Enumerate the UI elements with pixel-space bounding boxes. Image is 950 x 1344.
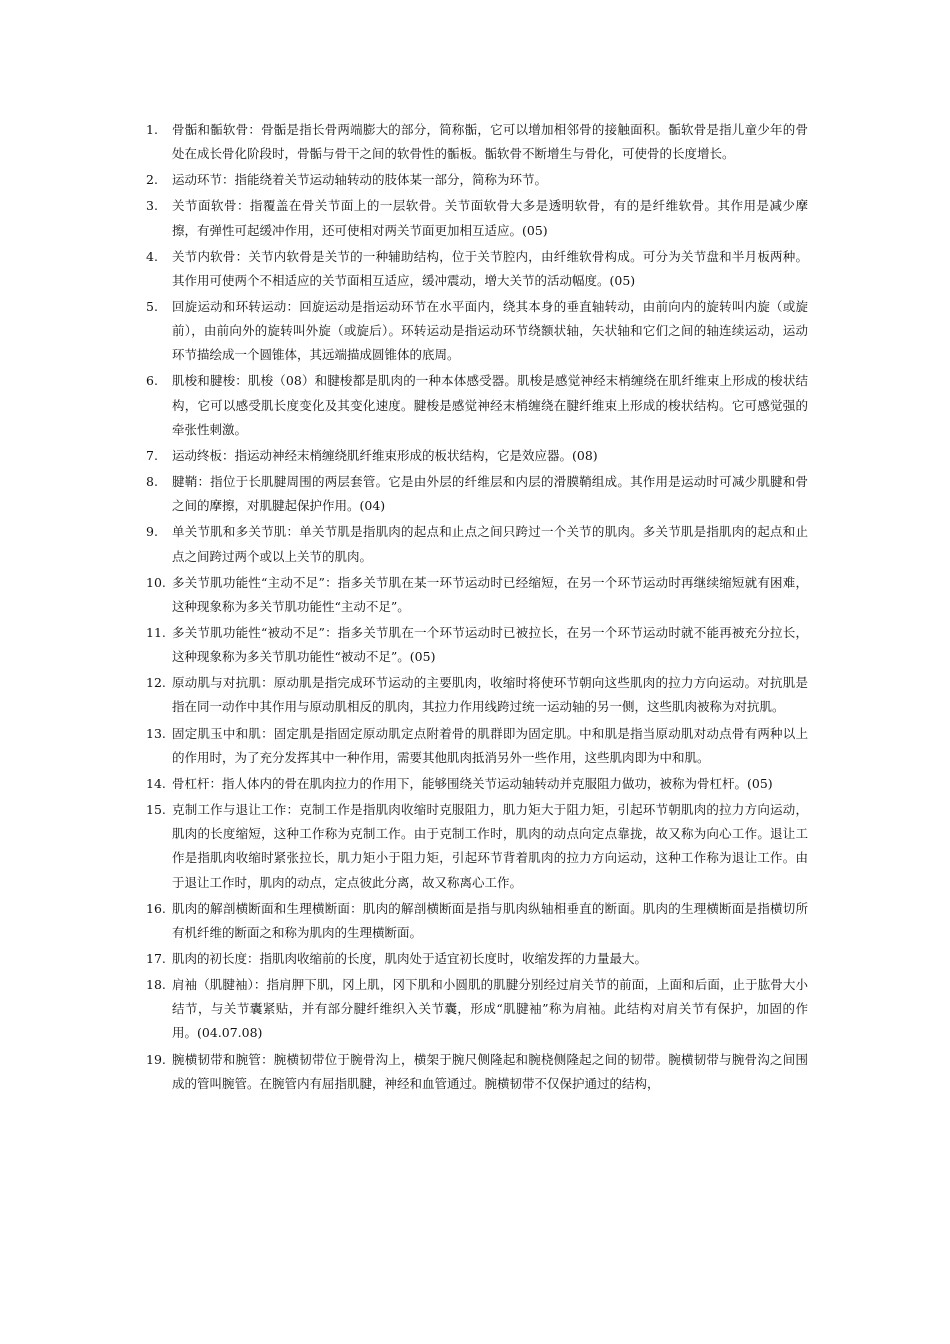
- list-item: [146, 973, 808, 1046]
- item-text: 固定肌玉中和肌：固定肌是指固定原动肌定点附着骨的肌群即为固定肌。中和肌是指当原动肌对动点骨有两种以上的作用时，为了充分发挥其中一种作用，需要其他肌肉抵消另外一些作用，这些肌肉即为中和肌。: [172, 725, 808, 765]
- item-number: 7.: [146, 447, 158, 463]
- list-item: [146, 571, 808, 619]
- list-item: [146, 798, 808, 895]
- item-text: 原动肌与对抗肌：原动肌是指完成环节运动的主要肌肉，收缩时将使环节朝向这些肌肉的拉力方向运动。对抗肌是指在同一动作中其作用与原动肌相反的肌肉，其拉力作用线跨过统一运动轴的另一侧，这些肌肉被称为对抗肌。: [172, 675, 808, 715]
- item-number: 18.: [146, 977, 166, 993]
- list-item: [146, 118, 808, 166]
- item-number: 14.: [146, 775, 166, 791]
- item-text: 多关节肌功能性“被动不足”：指多关节肌在一个环节运动时已被拉长，在另一个环节运动时就不能再被充分拉长，这种现象称为多关节肌功能性“被动不足”。(05): [172, 624, 808, 665]
- item-number: 5.: [146, 298, 158, 314]
- item-text: 骨杠杆：指人体内的骨在肌肉拉力的作用下，能够围绕关节运动轴转动并克服阻力做功，被称为骨杠杆。(05): [172, 775, 773, 791]
- list-item: [146, 947, 808, 971]
- item-text: 肩袖（肌腱袖）：指肩胛下肌，冈上肌，冈下肌和小圆肌的肌腱分别经过肩关节的前面，上面和后面，止于肱骨大小结节，与关节囊紧贴，并有部分腱纤维织入关节囊，形成“肌腱袖”称为肩袖。此结构对肩关节有保护，加固的作用。(04.07.08): [172, 977, 808, 1041]
- item-number: 12.: [146, 675, 166, 691]
- item-text: 肌肉的初长度：指肌肉收缩前的长度，肌肉处于适宜初长度时，收缩发挥的力量最大。: [172, 950, 648, 966]
- item-text: 克制工作与退让工作：克制工作是指肌肉收缩时克服阻力，肌力矩大于阻力矩，引起环节朝肌肉的拉力方向运动，肌肉的长度缩短，这种工作称为克制工作。由于克制工作时，肌肉的动点向定点靠拢，故又称为向心工作。退让工作是指肌肉收缩时紧张拉长，肌力矩小于阻力矩，引起环节背着肌肉的拉力方向运动，这种工作称为退让工作。由于退让工作时，肌肉的动点，定点彼此分离，故又称离心工作。: [172, 801, 808, 890]
- list-item: [146, 621, 808, 669]
- item-number: 15.: [146, 801, 166, 817]
- item-number: 19.: [146, 1051, 166, 1067]
- item-text: 运动终板：指运动神经末梢缠绕肌纤维束形成的板状结构，它是效应器。(08): [172, 447, 598, 463]
- item-number: 13.: [146, 725, 166, 741]
- item-text: 关节内软骨：关节内软骨是关节的一种辅助结构，位于关节腔内，由纤维软骨构成。可分为关节盘和半月板两种。其作用可使两个不相适应的关节面相互适应，缓冲震动，增大关节的活动幅度。(05): [172, 248, 808, 288]
- item-number: 2.: [146, 172, 158, 188]
- item-number: 10.: [146, 574, 166, 590]
- term-definition-list: [146, 118, 808, 1098]
- list-item: [146, 772, 808, 796]
- item-number: 1.: [146, 122, 158, 137]
- item-number: 8.: [146, 474, 158, 490]
- item-text: 腕横韧带和腕管：腕横韧带位于腕骨沟上，横架于腕尺侧隆起和腕桡侧隆起之间的韧带。腕横韧带与腕骨沟之间围成的管叫腕管。在腕管内有屈指肌腱，神经和血管通过。腕横韧带不仅保护通过的结构，: [172, 1051, 808, 1091]
- item-number: 6.: [146, 373, 158, 389]
- item-number: 17.: [146, 950, 166, 966]
- list-item: [146, 520, 808, 568]
- list-item: [146, 194, 808, 242]
- item-number: 3.: [146, 198, 158, 214]
- list-item: [146, 722, 808, 770]
- item-text: 骨骺和骺软骨：骨骺是指长骨两端膨大的部分，简称骺，它可以增加相邻骨的接触面积。骺软骨是指儿童少年的骨处在成长骨化阶段时，骨骺与骨干之间的软骨性的骺板。骺软骨不断增生与骨化，可使骨的长度增长。: [172, 122, 808, 162]
- list-item: [146, 444, 808, 468]
- item-text: 运动环节：指能绕着关节运动轴转动的肢体某一部分，简称为环节。: [172, 172, 548, 188]
- item-text: 肌梭和腱梭：肌梭（08）和腱梭都是肌肉的一种本体感受器。肌梭是感觉神经末梢缠绕在肌纤维束上形成的梭状结构，它可以感受肌长度变化及其变化速度。腱梭是感觉神经末梢缠绕在腱纤维束上形成的梭状结构。它可感觉强的牵张性刺激。: [172, 373, 808, 437]
- item-number: 11.: [146, 624, 166, 640]
- list-item: [146, 1048, 808, 1096]
- item-text: 关节面软骨：指覆盖在骨关节面上的一层软骨。关节面软骨大多是透明软骨，有的是纤维软骨。其作用是减少摩擦，有弹性可起缓冲作用，还可使相对两关节面更加相互适应。(05): [172, 198, 808, 238]
- item-number: 16.: [146, 900, 166, 916]
- item-number: 9.: [146, 524, 158, 540]
- item-text: 多关节肌功能性“主动不足”：指多关节肌在某一环节运动时已经缩短，在另一个环节运动时再继续缩短就有困难，这种现象称为多关节肌功能性“主动不足”。: [172, 574, 808, 614]
- list-item: [146, 369, 808, 442]
- list-item: [146, 470, 808, 518]
- item-text: 回旋运动和环转运动：回旋运动是指运动环节在水平面内，绕其本身的垂直轴转动，由前向内的旋转叫内旋（或旋前），由前向外的旋转叫外旋（或旋后）。环转运动是指运动环节绕额状轴，矢状轴和它们之间的轴连续运动，运动环节描绘成一个圆锥体，其远端描成圆锥体的底周。: [172, 298, 808, 363]
- list-item: [146, 671, 808, 719]
- item-text: 腱鞘：指位于长肌腱周围的两层套管。它是由外层的纤维层和内层的滑膜鞘组成。其作用是运动时可减少肌腱和骨之间的摩擦，对肌腱起保护作用。(04): [172, 474, 808, 514]
- list-item: [146, 245, 808, 293]
- list-item: [146, 295, 808, 368]
- item-text: 单关节肌和多关节肌：单关节肌是指肌肉的起点和止点之间只跨过一个关节的肌肉。多关节肌是指肌肉的起点和止点之间跨过两个或以上关节的肌肉。: [172, 524, 808, 564]
- list-item: [146, 168, 808, 192]
- item-text: 肌肉的解剖横断面和生理横断面：肌肉的解剖横断面是指与肌肉纵轴相垂直的断面。肌肉的生理横断面是指横切所有机纤维的断面之和称为肌肉的生理横断面。: [172, 900, 808, 940]
- item-number: 4.: [146, 248, 158, 264]
- list-item: [146, 897, 808, 945]
